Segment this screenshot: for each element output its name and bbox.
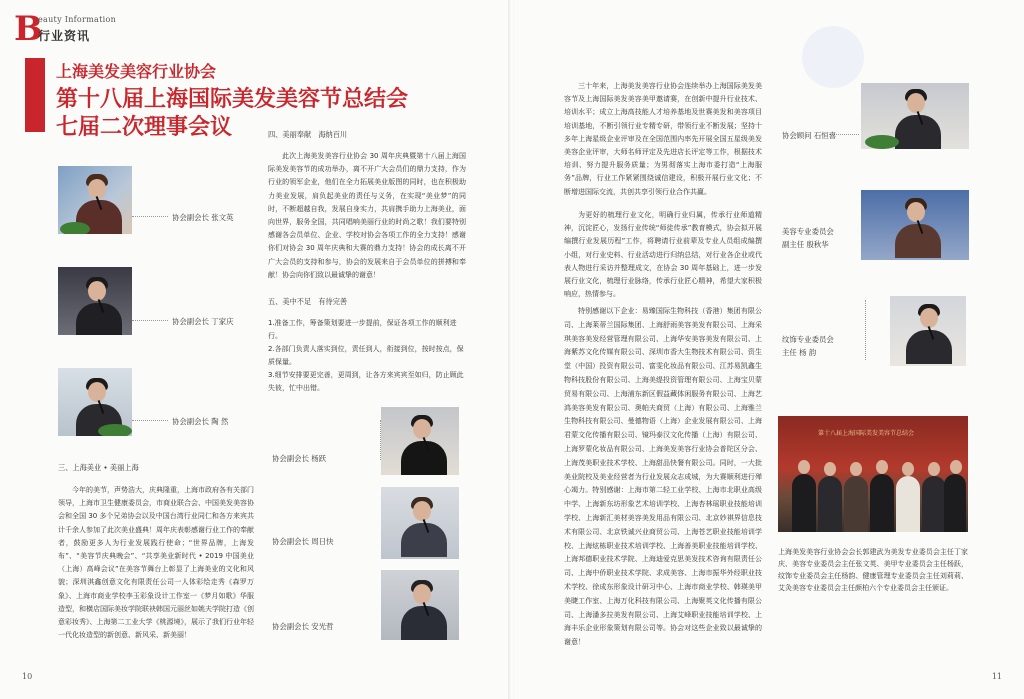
photo-yang-yue [381,407,459,475]
group-photo-caption: 上海美发美容行业协会会长郭建武为美发专业委员会主任丁家庆、美容专业委员会主任张文英、美甲专业委员会主任杨跃，纹饰专业委员会主任杨韵、健康管理专业委员会主任刘莉莉、艾灸美容专业委员会主任颜柏六个专业委员会主任颁证。 [778,548,968,592]
title-accent-bar [25,58,45,132]
right-para-1: 三十年来，上海美发美容行业协会连续举办上海国际美发美容节及上海国际美发美容美甲邀请赛，在创新中提升行业技术、培训水平；成立上海高技能人才培养基地及世赛美发和美容项目培训基地，不断引领行业专精专研，带领行业不断发展；坚持十多年上海星级企业评审及在全国范围内率先开展全国五星级美发美容企业评审，大师名师评定及先进店长评定等工作，根据技术培训、努力提升服务质量；为男彻落实上海市委打造“上海服务”品牌，行业工作紧紧围绕诚信建设，积极开展行业文化；不断增进国际交流，共创共享引领行业合作共赢。 [564,82,762,196]
section-5-title: 五、美中不足 有待完善 [268,297,348,306]
photo-yin-qiuhua [861,190,969,260]
decorative-circle [802,26,864,88]
section-logo-chinese: 行业资讯 [38,29,91,43]
page-number-left: 10 [22,672,33,681]
caption-meirong-committee: 美容专业委员会 [782,227,834,236]
caption-leader [132,420,168,421]
right-page [514,0,1024,699]
caption-an-guangzhe: 协会副会长 安光哲 [272,622,334,631]
list-item: 3.细节安排要更完善，更周到，让各方来宾宾至如归，防止顾此失彼，忙中出错。 [268,371,464,392]
caption-ding-jiaqing: 协会副会长 丁家庆 [172,317,234,326]
caption-zhou-rikuai: 协会副会长 周日快 [272,537,334,546]
photo-tao-ran [58,368,132,436]
section-3-title: 三、上海美业 • 美丽上海 [58,463,139,472]
photo-an-guangzhe [381,570,459,640]
section-5-list [268,317,466,395]
photo-zhang-wenying [58,166,132,234]
caption-yang-yun: 主任 杨 韵 [782,348,817,357]
right-para-3: 特别感谢以下企业：易臻国际生物科技（香港）集团有限公司、上海莱蒂兰国际集团、上海舒雨美容美发有限公司、上海采琪美容美发经营管理有限公司、上海华安美容美发有限公司、上海紫苏文化传媒有限公司、深圳市香大生物技术有限公司、资生堂（中国）投资有限公司、富雯化妆品有限公司、江苏易凯鑫生物科技股份有限公司、上海美缇投资管理有限公司、上海宝贝蒙贸易有限公司、上海浦东新区假益藏体闲服务有限公司、上海艺鸿美容美发有限公司、奥帕夫商贸（上海）有限公司、上海雅兰生物科技有限公司、曼德物语（上海）企业发展有限公司、上海君蒙文化传播有限公司、镜玛泰汉文化传播（上海）有限公司、上海罗蒙化妆品有限公司、上海美发美容行业协会普陀区分会、上海茂美职业技术学校、上海甜品快餐有限公司。同时，一大批美业院校及美业经营者为行业发展众志成城，为大赛顺利进行殚心竭力。特别感谢：上海市第二轻工业学校、上海市北职业高级中学、上海新东坊形象艺术培训学校、上海杏林瑶职业技能培训学校、上海新汇美材美容美发用品有限公司、北京妙祺界信息技术有限公司、北京铁诚兴业商贸公司、上海苍艺职业技能培训学校、上海炫栋职业技术培训学校、上海善美职业技能培训学校、上海邦德职业技术学院、上海迪爱克思美发技术咨询有限责任公司、上海中侨职业技术学院、求成美容、上海市振华外经职业技术学校、徐成东形象设计研习中心、上海市商业学校、韩瑛美甲美睫工作室、上海万化科技有限公司、上海聚英文化传播有限公司、上海潘多拉美发有限公司、上海艾峰职业技能培训学校、上海丰乐企业形象策划有限公司等。协会对这些企业致以最诚挚的谢意！ [564,307,762,647]
caption-leader [132,320,168,321]
section-3-text: 今年的美节，声势浩大，庆典隆重，上海市政府各有关部门领导，上海市卫生健康委员会，市商业联合会、中国美发美容协会和全国 30 多个兄弟协会以及中国台湾行业同仁和各方来宾共计千余人参加了此次美业盛典！周年庆表彰感谢行业工作的奉献者，鼓励更多人为行业发展践行使命；“世界品牌，上海发布”、“美容节庆典晚会”、“共享美业新时代 • 2019 中国美业（上海）高峰会议”在美容节舞台上彰显了上海美业的文化和风貌；深圳淇鑫创意文化有限责任公司一人体彩绘走秀《森罗万象》、上海市商业学校李玉彩象设计工作室一《梦月如歌》华服造型，和横店国际美妆学院联袂韩国元丽丝如姚夫学院打造《创意彩妆秀》、上海第二工业大学《桃源境》，展示了我们行业年轻一代化妆造型的新创意、新风采、新美丽！ [58,486,254,640]
photo-ding-jiaqing [58,267,132,335]
list-item: 2.各部门负责人落实到位，责任到人，衔接到位，按时按点，保质保量。 [268,345,464,366]
section-4-text: 此次上海美发美容行业协会 30 周年庆典暨第十八届上海国际美发美容节的成功举办，离不开广大会员们的鼎力支持，作为行业的领军企业，他们在全力拓展美业版图的同时，也在积极助力美业发展，肩负起美业的责任与义务，在实现“美业梦”的同时，不断超越自我，发展自身实力，共肩携手助力上海美业，面向世界，服务全国，共同唱响美丽行业的时尚之歌！我们要特别感谢各会员单位、企业、学校对协会各项工作的全力支持！感谢你们对协会 30 周年庆典和大赛的鼎力支持！协会的成长离不开广大会员的支持和参与，协会的发展来自于会员单位的拼搏和奉献！协会向你们致以最诚挚的谢意！ [268,152,466,279]
title-line-3: 七届二次理事会议 [56,115,233,140]
title-line-2: 第十八届上海国际美发美容节总结会 [56,87,409,112]
left-page [0,0,510,699]
caption-shi-hengxi: 协会顾问 石恒喜 [782,131,837,140]
section-logo-english: eauty Information [38,15,117,24]
photo-yang-yun [890,296,966,366]
caption-yin-qiuhua: 副主任 殷秋华 [782,240,829,249]
photo-shi-hengxi [861,83,969,149]
list-item: 1.准备工作，筹备策划要进一步提前，保证各项工作的顺利进行。 [268,319,457,340]
section-logo-letter: B [14,9,43,49]
caption-leader [865,300,866,360]
right-para-2: 为更好的梳理行业文化，明确行业归属，传承行业师道精神，沉淀匠心，发扬行业传统“师徒传承”教育模式，协会拟开展编撰行业发展历程”工作，将聘请行业前辈及专业人员组成编撰小组，对行业史料、行业活动进行归纳总结，对行业各企业或代表人物进行采访并整理成文，在协会 30 周年基础上，进一步发展行业文化，梳理行业脉络，传承行业匠心精神，希望大家积极响应，热情参与。 [564,211,762,299]
caption-yang-yue: 协会副会长 杨跃 [272,454,327,463]
section-4-title: 四、美丽奉献 海纳百川 [268,130,348,139]
caption-zhang-wenying: 协会副会长 张文英 [172,213,234,222]
caption-leader [132,216,168,217]
caption-wenshi-committee: 纹饰专业委员会 [782,335,834,344]
group-photo-banner: 第十八届上海国际美发美容节总结会 [818,430,915,437]
photo-group-award [778,416,968,532]
title-line-1: 上海美发美容行业协会 [56,62,217,81]
caption-leader [380,420,381,460]
photo-zhou-rikuai [381,487,459,559]
page-number-right: 11 [991,672,1002,681]
caption-tao-ran: 协会副会长 陶 然 [172,417,229,426]
